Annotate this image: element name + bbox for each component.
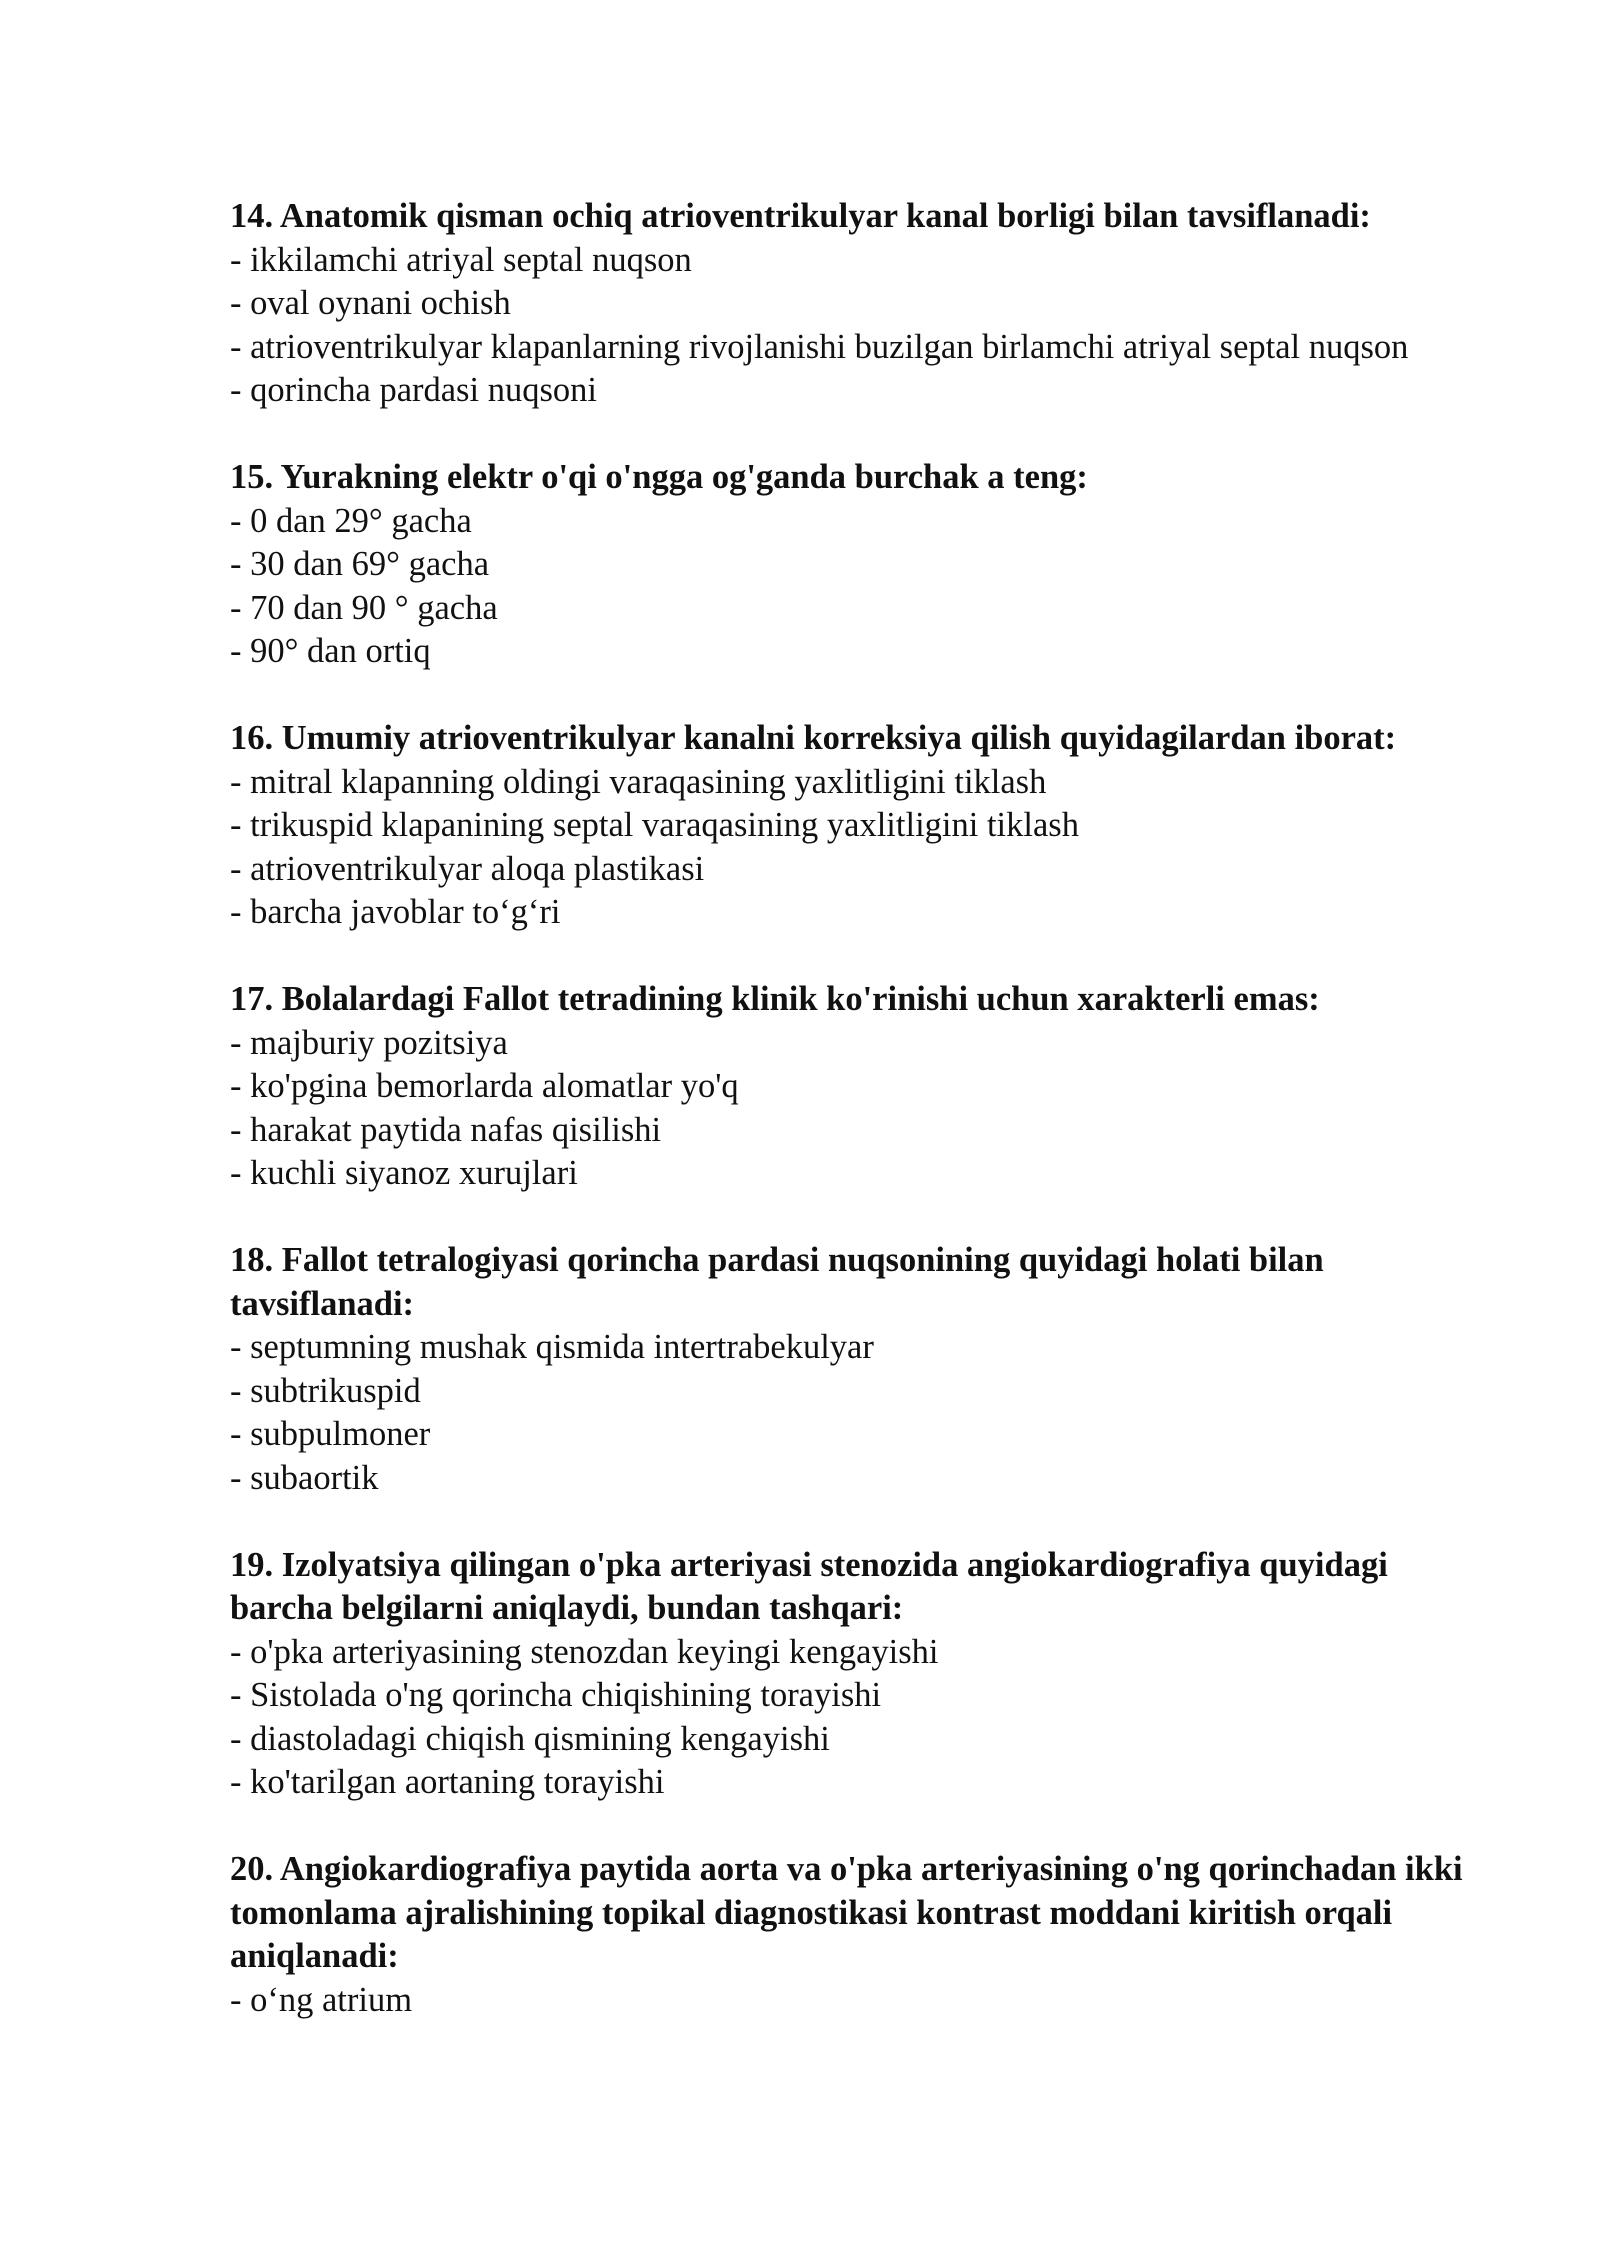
answer-option: - o‘ng atrium <box>230 1980 413 2019</box>
option-list <box>230 1022 1480 1196</box>
answer-option: - subtrikuspid <box>230 1371 421 1410</box>
option-list <box>230 1631 1480 1805</box>
answer-option: - trikuspid klapanining septal varaqasining yaxlitligini tiklash <box>230 806 1079 844</box>
document-page <box>230 195 1480 2066</box>
answer-option: - majburiy pozitsiya <box>230 1023 508 1062</box>
question-title: 15. Yurakning elektr o'qi o'ngga og'ganda burchak a teng: <box>230 458 1088 496</box>
answer-option: - harakat paytida nafas qisilishi <box>230 1110 662 1149</box>
answer-option: - oval oynani ochish <box>230 284 511 322</box>
question-16 <box>230 717 1480 935</box>
answer-option: - Sistolada o'ng qorincha chiqishining torayishi <box>230 1676 882 1714</box>
answer-option: - 0 dan 29° gacha <box>230 501 472 540</box>
answer-option: - ko'tarilgan aortaning torayishi <box>230 1763 665 1801</box>
question-18 <box>230 1239 1480 1500</box>
answer-option: - 30 dan 69° gacha <box>230 545 490 583</box>
answer-option: - subaortik <box>230 1458 379 1497</box>
option-list <box>230 1326 1480 1500</box>
option-list <box>230 239 1480 413</box>
answer-option: - barcha javoblar to‘g‘ri <box>230 893 561 931</box>
answer-option: - qorincha pardasi nuqsoni <box>230 371 597 409</box>
option-list <box>230 500 1480 674</box>
answer-option: - atrioventrikulyar aloqa plastikasi <box>230 849 705 888</box>
answer-option: - diastoladagi chiqish qismining kengayishi <box>230 1719 830 1758</box>
question-title: 14. Anatomik qisman ochiq atrioventrikulyar kanal borligi bilan tavsiflanadi: <box>230 197 1371 235</box>
answer-option: - ko'pgina bemorlarda alomatlar yo'q <box>230 1067 739 1105</box>
question-14 <box>230 195 1480 413</box>
question-15 <box>230 456 1480 674</box>
option-list <box>230 761 1480 935</box>
question-19 <box>230 1544 1480 1805</box>
question-title: 19. Izolyatsiya qilingan o'pka arteriyasi stenozida angiokardiografiya quyidagi barcha belgilarni aniqlaydi, bundan tashqari: <box>230 1545 1388 1627</box>
question-20 <box>230 1848 1480 2022</box>
question-17 <box>230 978 1480 1196</box>
answer-option: - septumning mushak qismida intertrabekulyar <box>230 1328 874 1366</box>
answer-option: - 90° dan ortiq <box>230 632 431 670</box>
answer-option: - ikkilamchi atriyal septal nuqson <box>230 240 692 279</box>
question-title: 16. Umumiy atrioventrikulyar kanalni korreksiya qilish quyidagilardan iborat: <box>230 719 1397 757</box>
answer-option: - kuchli siyanoz xurujlari <box>230 1154 578 1192</box>
answer-option: - 70 dan 90 ° gacha <box>230 588 498 627</box>
option-list <box>230 1979 1480 2023</box>
question-title: 17. Bolalardagi Fallot tetradining klinik ko'rinishi uchun xarakterli emas: <box>230 980 1320 1018</box>
question-title: 18. Fallot tetralogiyasi qorincha pardasi nuqsonining quyidagi holati bilan tavsiflanadi: <box>230 1241 1324 1323</box>
question-title: 20. Angiokardiografiya paytida aorta va o'pka arteriyasining o'ng qorinchadan ikki tomonlama ajralishining topikal diagnostikasi kontrast moddani kiritish orqali aniqlanadi: <box>230 1850 1463 1975</box>
answer-option: - o'pka arteriyasining stenozdan keyingi kengayishi <box>230 1632 939 1671</box>
answer-option: - mitral klapanning oldingi varaqasining yaxlitligini tiklash <box>230 762 1047 801</box>
answer-option: - subpulmoner <box>230 1415 431 1453</box>
answer-option: - atrioventrikulyar klapanlarning rivojlanishi buzilgan birlamchi atriyal septal nuqson <box>230 327 1409 366</box>
